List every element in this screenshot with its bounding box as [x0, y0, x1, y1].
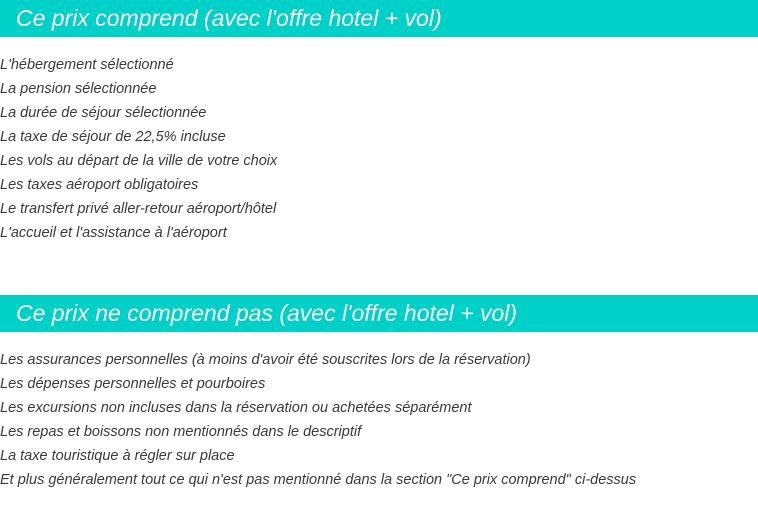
excludes-list-item: Et plus généralement tout ce qui n'est pas mentionné dans la section "Ce prix comprend" ci-dessus: [0, 472, 637, 488]
excludes-list-item: Les repas et boissons non mentionnés dans le descriptif: [0, 424, 362, 440]
includes-list-item: Les vols au départ de la ville de votre choix: [0, 153, 278, 169]
includes-list: [0, 53, 277, 245]
excludes-list-item: Les assurances personnelles (à moins d'avoir été souscrites lors de la réservation): [0, 352, 531, 368]
includes-list-item: Les taxes aéroport obligatoires: [0, 177, 199, 193]
includes-list-item: Le transfert privé aller-retour aéroport/hôtel: [0, 201, 277, 217]
excludes-list-item: Les dépenses personnelles et pourboires: [0, 376, 266, 392]
includes-list-item: L'accueil et l'assistance à l'aéroport: [0, 225, 227, 241]
excludes-list-item: Les excursions non incluses dans la réservation ou achetées séparément: [0, 400, 472, 416]
includes-list-item: L'hébergement sélectionné: [0, 57, 174, 73]
includes-list-item: La taxe de séjour de 22,5% incluse: [0, 129, 226, 145]
includes-section-header: Ce prix comprend (avec l'offre hotel + vol): [0, 0, 758, 37]
excludes-section-header: Ce prix ne comprend pas (avec l'offre hotel + vol): [0, 295, 758, 332]
excludes-list-item: La taxe touristique à régler sur place: [0, 448, 235, 464]
excludes-list: [0, 348, 636, 492]
includes-list-item: La pension sélectionnée: [0, 81, 157, 97]
includes-list-item: La durée de séjour sélectionnée: [0, 105, 207, 121]
